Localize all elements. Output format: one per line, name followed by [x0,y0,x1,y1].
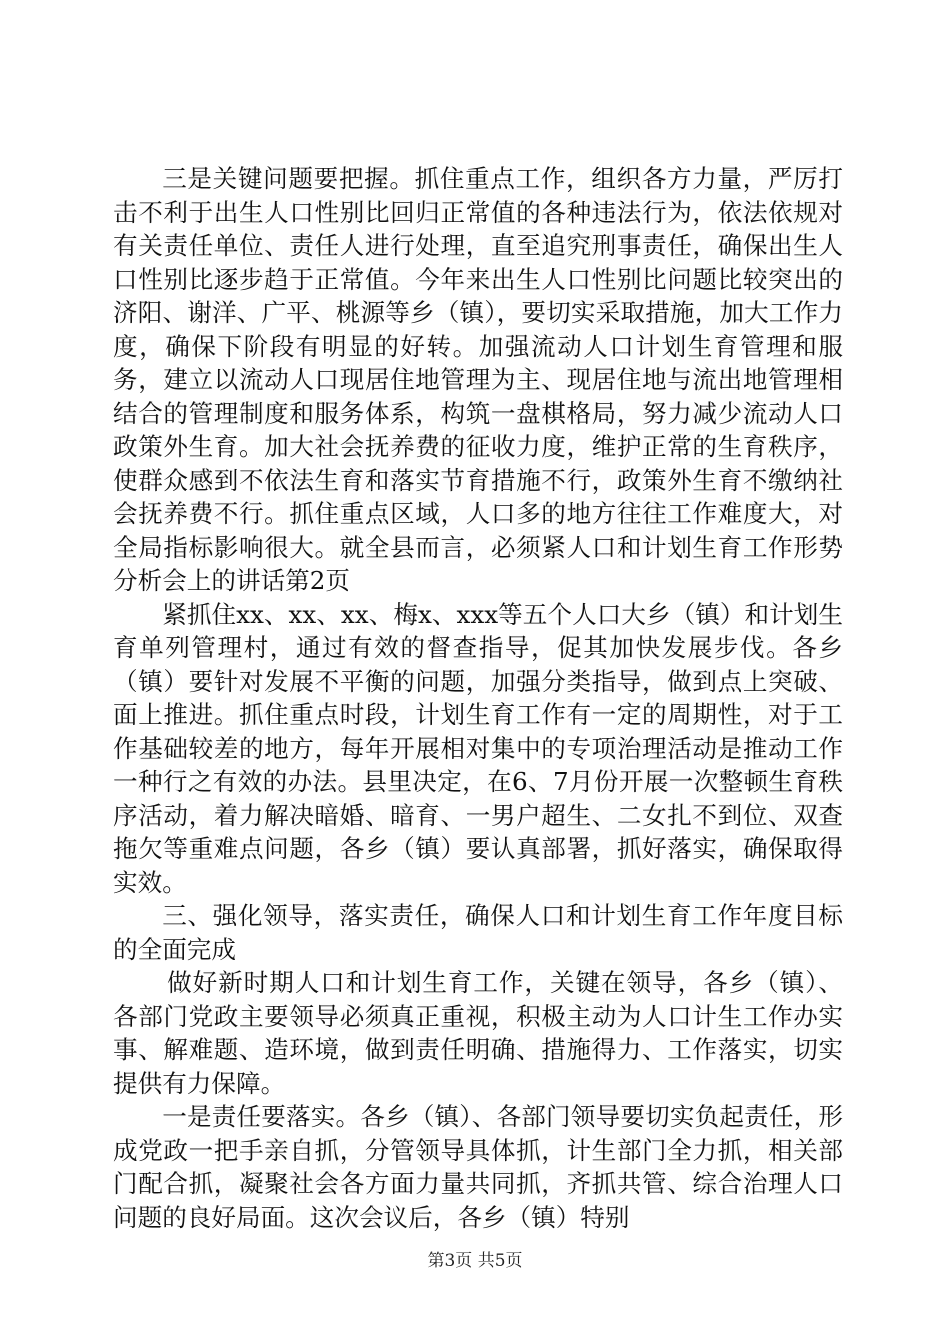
paragraph-key-issues: 三是关键问题要把握。抓住重点工作，组织各方力量，严厉打击不利于出生人口性别比回归正常值的各种违法行为，依法依规对有关责任单位、责任人进行处理，直至追究刑事责任，确保出生人口性别比逐步趋于正常值。今年来出生人口性别比问题比较突出的济阳、谢洋、广平、桃源等乡（镇），要切实采取措施，加大工作力度，确保下阶段有明显的好转。加强流动人口计划生育管理和服务，建立以流动人口现居住地管理为主、现居住地与流出地管理相结合的管理制度和服务体系，构筑一盘棋格局，努力减少流动人口政策外生育。加大社会抚养费的征收力度，维护正常的生育秩序，使群众感到不依法生育和落实节育措施不行，政策外生育不缴纳社会抚养费不行。抓住重点区域，人口多的地方往往工作难度大，对全局指标影响很大。就全县而言，必须紧人口和计划生育工作形势分析会上的讲话第2页 [113,164,843,595]
paragraph-key-townships: 紧抓住xx、xx、xx、梅x、xxx等五个人口大乡（镇）和计划生育单列管理村，通过有效的督查指导，促其加快发展步伐。各乡（镇）要针对发展不平衡的问题，加强分类指导，做到点上突破、面上推进。抓住重点时段，计划生育工作有一定的周期性，对于工作基础较差的地方，每年开展相对集中的专项治理活动是推动工作一种行之有效的办法。县里决定，在6、7月份开展一次整顿生育秩序活动，着力解决暗婚、暗育、一男户超生、二女扎不到位、双查拖欠等重难点问题，各乡（镇）要认真部署，抓好落实，确保取得实效。 [113,599,843,897]
paragraph-responsibility: 一是责任要落实。各乡（镇）、各部门领导要切实负起责任，形成党政一把手亲自抓，分管领导具体抓，计生部门全力抓，相关部门配合抓，凝聚社会各方面力量共同抓，齐抓共管、综合治理人口问题的良好局面。这次会议后，各乡（镇）特别 [113,1102,843,1232]
paragraph-leadership-intro: 做好新时期人口和计划生育工作，关键在领导，各乡（镇）、各部门党政主要领导必须真正重视，积极主动为人口计生工作办实事、解难题、造环境，做到责任明确、措施得力、工作落实，切实提供有力保障。 [113,968,843,1098]
page-footer: 第3页 共5页 [427,1251,523,1271]
section-heading-leadership: 三、强化领导，落实责任，确保人口和计划生育工作年度目标的全面完成 [113,901,843,964]
document-body [113,162,843,1234]
